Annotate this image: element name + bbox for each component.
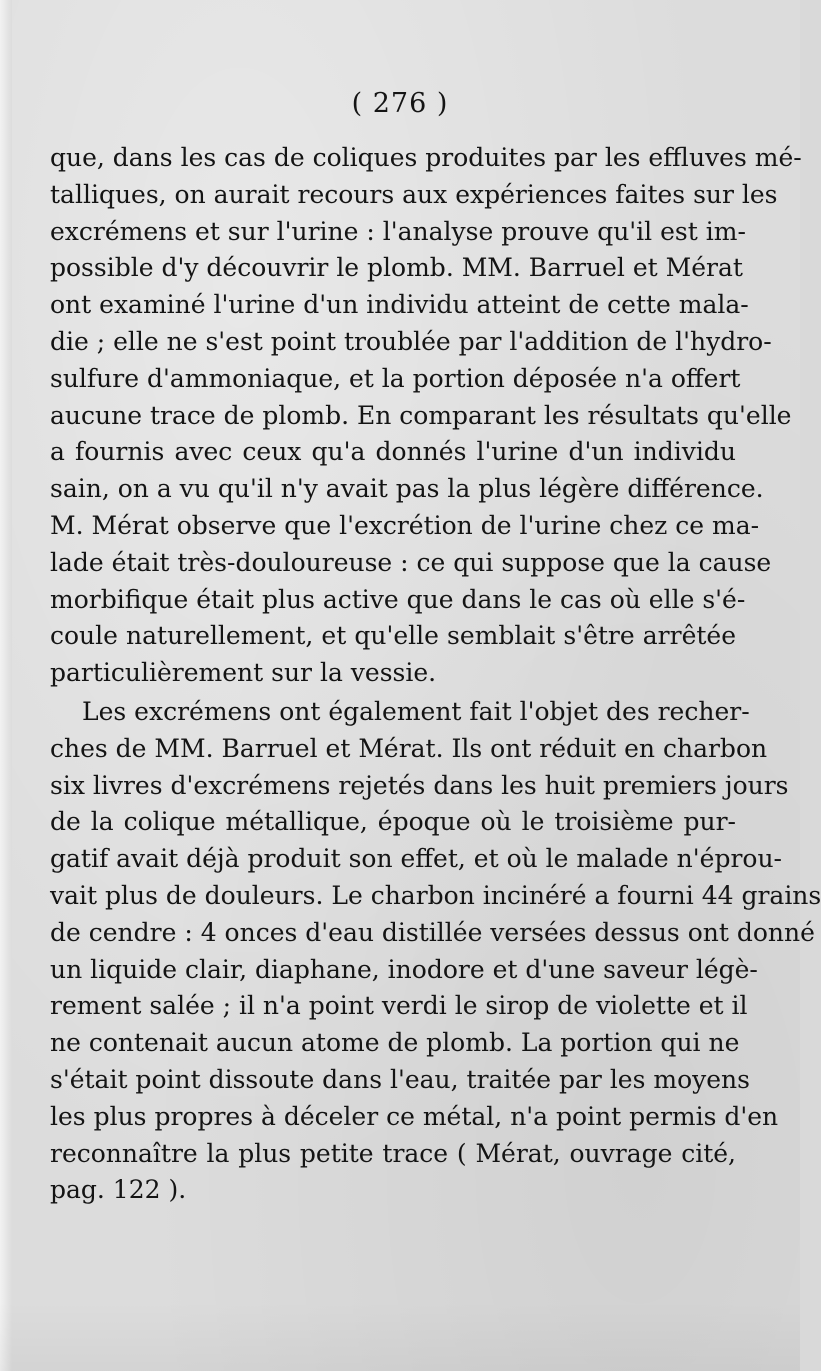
text-line: coule naturellement, et qu'elle semblait s'être arrêtée xyxy=(50,621,736,651)
text-line: reconnaître la plus petite trace ( Mérat, ouvrage cité, xyxy=(50,1138,736,1168)
text-line: Les excrémens ont également fait l'objet des recher- xyxy=(82,696,750,726)
text-line: possible d'y découvrir le plomb. MM. Barruel et Mérat xyxy=(50,253,743,283)
text-line: rement salée ; il n'a point verdi le sirop de violette et il xyxy=(50,991,748,1021)
text-block xyxy=(50,140,821,1209)
text-line: excrémens et sur l'urine : l'analyse prouve qu'il est im- xyxy=(50,216,746,246)
text-line: ches de MM. Barruel et Mérat. Ils ont réduit en charbon xyxy=(50,733,768,763)
text-line: particulièrement sur la vessie. xyxy=(50,658,437,688)
text-line: gatif avait déjà produit son effet, et où le malade n'éprou- xyxy=(50,844,782,874)
text-line: de la colique métallique, époque où le troisième pur- xyxy=(50,807,736,837)
text-line: M. Mérat observe que l'excrétion de l'urine chez ce ma- xyxy=(50,510,760,540)
text-line: morbifique était plus active que dans le cas où elle s'é- xyxy=(50,584,746,614)
text-line: les plus propres à déceler ce métal, n'a point permis d'en xyxy=(50,1101,779,1131)
text-line: aucune trace de plomb. En comparant les résultats qu'elle xyxy=(50,400,792,430)
text-line: ne contenait aucun atome de plomb. La portion qui ne xyxy=(50,1028,740,1058)
text-line: sulfure d'ammoniaque, et la portion déposée n'a offert xyxy=(50,363,741,393)
text-line: die ; elle ne s'est point troublée par l'addition de l'hydro- xyxy=(50,326,772,356)
text-line: pag. 122 ). xyxy=(50,1175,187,1205)
text-line: talliques, on aurait recours aux expériences faites sur les xyxy=(50,179,778,209)
text-line: un liquide clair, diaphane, inodore et d'une saveur légè- xyxy=(50,954,758,984)
page-shadow xyxy=(0,1301,800,1371)
text-line: a fournis avec ceux qu'a donnés l'urine d'un individu xyxy=(50,437,736,467)
text-line: six livres d'excrémens rejetés dans les huit premiers jours xyxy=(50,770,789,800)
text-line: vait plus de douleurs. Le charbon incinéré a fourni 44 grains xyxy=(50,880,821,910)
text-line: que, dans les cas de coliques produites par les effluves mé- xyxy=(50,143,802,172)
text-line: lade était très-douloureuse : ce qui suppose que la cause xyxy=(50,547,772,577)
paragraph-1 xyxy=(50,140,802,692)
page-number: ( 276 ) xyxy=(351,88,449,119)
text-line: s'était point dissoute dans l'eau, traitée par les moyens xyxy=(50,1064,750,1094)
text-line: sain, on a vu qu'il n'y avait pas la plus légère différence. xyxy=(50,474,764,504)
page-edge xyxy=(0,0,12,1371)
text-line: de cendre : 4 onces d'eau distillée versées dessus ont donné xyxy=(50,917,815,947)
text-line: ont examiné l'urine d'un individu atteint de cette mala- xyxy=(50,290,749,320)
paragraph-2 xyxy=(50,694,821,1209)
